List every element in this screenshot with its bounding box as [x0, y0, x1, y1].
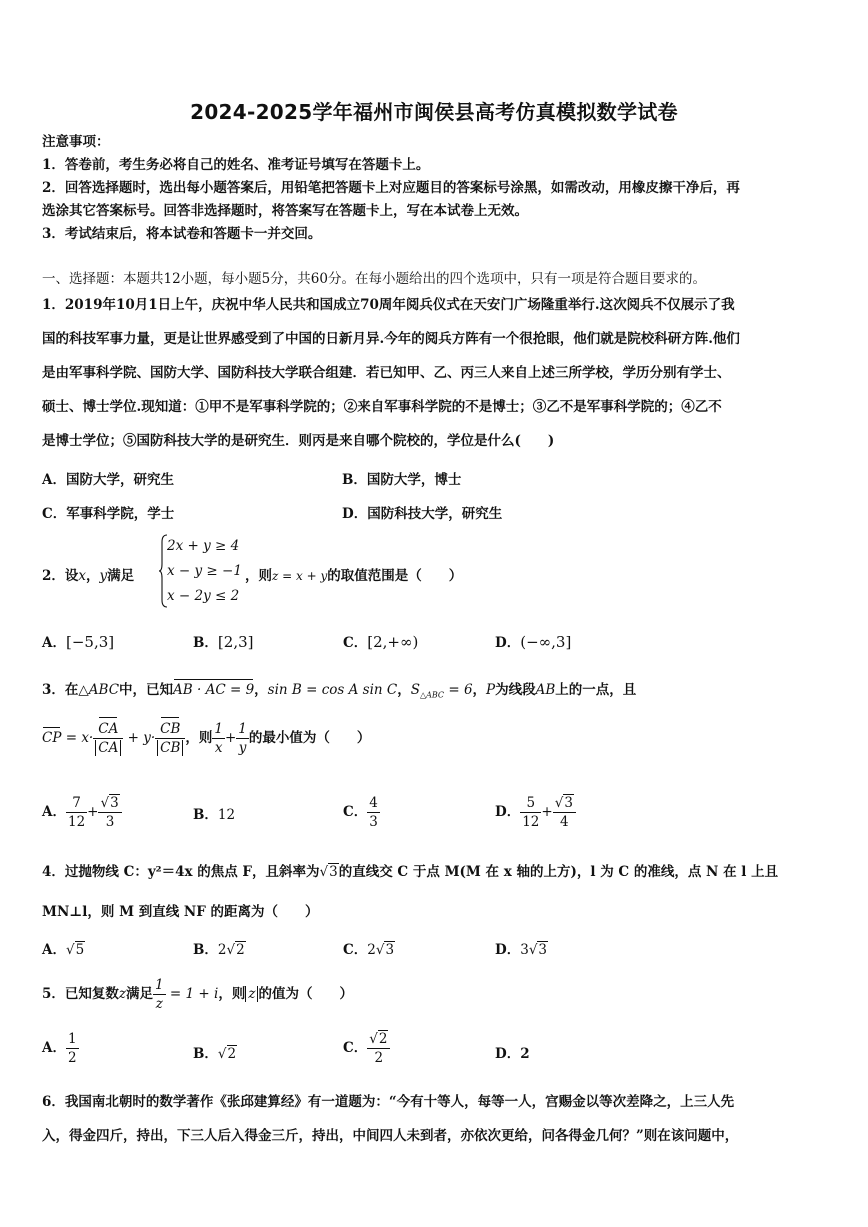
q5-d-value: 2 [520, 1046, 530, 1062]
notice-item-3: 3．考试结束后，将本试卷和答题卡一并交回。 [42, 226, 322, 242]
q3-segment-ab: AB [535, 682, 556, 698]
q3-a-frac2: $\frac{√3}{3}$ [98, 794, 121, 831]
q3-a-frac [66, 794, 87, 831]
q5-abs-z: z [245, 986, 258, 1002]
q3-line-2 [42, 720, 370, 757]
q3-vector-ca: CA [98, 721, 119, 737]
q1-line-1: 1．2019年10月1日上午，庆祝中华人民共和国成立70周年阅兵仪式在天安门广场隆重举行.这次阅兵不仅展示了我 [42, 297, 735, 313]
option-label: A． [42, 1040, 66, 1056]
q5-a-den: 2 [67, 1050, 77, 1066]
q3-c-den: 3 [369, 814, 378, 830]
q5-option-c [343, 1030, 390, 1067]
q3-unit-cb [155, 720, 185, 757]
q4-c-coef: 2 [367, 942, 376, 958]
q5-b-value: 2 [227, 1046, 237, 1062]
q3-option-b-value: 12 [217, 807, 236, 823]
q3-sine-relation: sin B = cos A sin C [267, 682, 398, 698]
option-label: B． [193, 942, 218, 958]
option-label: C． [343, 635, 368, 651]
q2-suffix: 的取值范围是（ ） [327, 568, 463, 584]
option-label: A． [42, 635, 66, 651]
q2-constraint-1: 2x + y ≥ 4 [167, 538, 240, 554]
q2-option-c-value: [2,+∞) [367, 633, 419, 651]
q4-option-c: C．2√3 [343, 942, 395, 958]
q2-option-b-value: [2,3] [217, 633, 254, 651]
q5-a-frac [66, 1030, 79, 1067]
q1-option-c: C．军事科学院，学士 [42, 506, 175, 522]
q5-text: 5．已知复数 [42, 986, 119, 1002]
q2-stem [42, 564, 134, 584]
q5-den: z [155, 996, 163, 1012]
q3-d-num: 5 [520, 794, 541, 813]
q3-line-1 [42, 678, 636, 700]
q2-then: ，则 [245, 568, 272, 584]
q3-text: + y· [123, 730, 156, 746]
q3-text: ，则 [185, 730, 213, 746]
q3-d-frac2: $\frac{√3}{4}$ [553, 794, 576, 831]
q2-constraint-3: x − 2y ≤ 2 [167, 588, 240, 604]
q3-a-den2: 3 [105, 814, 115, 830]
q2-satisfy: 满足 [107, 568, 135, 584]
q3-text: 3．在 [42, 682, 79, 698]
q5-var-z: z [118, 986, 127, 1002]
q3-unit-ca [93, 720, 123, 757]
q5-a-num: 1 [67, 1031, 77, 1047]
q3-frac-1y [236, 720, 249, 757]
q3-dot-product: AB · AC = 9 [173, 682, 255, 698]
q3-option-c [343, 794, 380, 831]
q5-text: 满足 [126, 986, 154, 1002]
q2-var-y: y [99, 568, 108, 584]
q1-line-5: 是博士学位；⑤国防科技大学的是研究生．则丙是来自哪个院校的，学位是什么( ) [42, 433, 555, 449]
option-label: B． [193, 635, 218, 651]
q1-option-a: A．国防大学，研究生 [42, 472, 174, 488]
q4-option-d: D．3√3 [495, 942, 548, 958]
q5-option-a [42, 1030, 79, 1067]
q3-area-sub: △ABC [419, 690, 445, 700]
exam-title: 2024-2025学年福州市闽侯县高考仿真模拟数学试卷 [190, 100, 678, 124]
q3-a-den: 12 [67, 814, 86, 830]
q4-c-value: 3 [385, 942, 395, 958]
option-label: C． [343, 942, 368, 958]
q4-line-2: MN⊥l，则 M 到直线 NF 的距离为（ ） [42, 904, 319, 920]
q3-norm-ca: CA [95, 740, 121, 756]
option-label: C． [343, 1040, 368, 1056]
q2-objective: z = x + y [272, 569, 328, 583]
q2-constraint-system [167, 534, 242, 609]
section-heading: 一、选择题：本题共12小题，每小题5分，共60分。在每小题给出的四个选项中，只有一项是符合题目要求的。 [42, 271, 706, 287]
q2-constraint-2: x − y ≥ −1 [167, 563, 242, 579]
q5-option-b: B．√2 [193, 1046, 237, 1062]
q3-d-den2: 4 [560, 814, 569, 830]
q5-c-den: 2 [374, 1050, 384, 1066]
q3-vector-cp: CP [42, 730, 62, 746]
q2-prefix: 2．设 [42, 568, 79, 584]
option-label: D． [495, 635, 521, 651]
q3-text: 上的一点，且 [555, 682, 637, 698]
q4-text: 4．过抛物线 C：y²＝4x 的焦点 F，且斜率为 [42, 864, 320, 880]
q3-text: 为线段 [495, 682, 536, 698]
q6-line-1: 6．我国南北朝时的数学著作《张邱建算经》有一道题为：“今有十等人，每等一人，宫赐金以等次差降之，上三人先 [42, 1094, 735, 1110]
q2-option-c [343, 631, 418, 651]
q4-text: 的直线交 C 于点 M(M 在 x 轴的上方)，l 为 C 的准线，点 N 在 l 上且 [338, 864, 779, 880]
q1-option-d: D．国防科技大学，研究生 [342, 506, 503, 522]
q3-plus: + [224, 730, 237, 746]
q4-b-value: 2 [236, 942, 245, 958]
notice-item-2-cont: 选涂其它答案标号。回答非选择题时，将答案写在答题卡上，写在本试卷上无效。 [42, 203, 528, 219]
q1-option-b: B．国防大学，博士 [342, 472, 462, 488]
q3-area [411, 682, 473, 698]
q4-d-coef: 3 [520, 942, 529, 958]
q4-b-coef: 2 [217, 942, 227, 958]
q2-comma: ， [86, 568, 100, 584]
q2-stem-tail [245, 564, 462, 584]
q5-num: 1 [155, 977, 164, 993]
q1-line-2: 国的科技军事力量，更是让世界感受到了中国的日新月异.今年的阅兵方阵有一个很抢眼，他们就是院校科研方阵.他们 [42, 331, 740, 347]
option-label: C． [343, 804, 368, 820]
notice-item-2: 2．回答选择题时，选出每小题答案后，用铅笔把答题卡上对应题目的答案标号涂黑，如需改动，用橡皮擦干净后，再 [42, 180, 740, 196]
q3-d-frac [520, 794, 541, 831]
q1-line-4: 硕士、博士学位.现知道：①甲不是军事科学院的；②来自军事科学院的不是博士；③乙不是军事科学院的；④乙不 [42, 399, 722, 415]
q3-text: 中，已知 [119, 682, 174, 698]
q3-d-sqrt: 3 [564, 795, 573, 811]
q3-c-frac [367, 794, 380, 831]
q3-a-plus: + [87, 804, 99, 820]
q2-option-d-value: (−∞,3] [520, 633, 572, 651]
q5-option-d [495, 1042, 530, 1062]
option-label: B． [193, 1046, 218, 1062]
q3-text: ， [254, 682, 268, 698]
q6-line-2: 入，得金四斤，持出，下三人后入得金三斤，持出，中间四人未到者，亦依次更给，问各得金几何？”则在该问题中， [42, 1128, 739, 1144]
q3-text: 的最小值为（ ） [248, 730, 371, 746]
q3-den: y [238, 740, 247, 756]
option-label: D． [495, 1046, 521, 1062]
q3-norm-cb: CB [157, 740, 183, 756]
q4-option-a: A．√5 [42, 942, 85, 958]
q3-area-symbol: S [410, 682, 420, 698]
q3-vector-cb: CB [160, 721, 181, 737]
q3-d-plus: + [541, 804, 553, 820]
q3-d-den: 12 [522, 814, 540, 830]
option-label: A． [42, 804, 66, 820]
q3-a-num: 7 [66, 794, 87, 813]
q3-text: = x· [61, 730, 94, 746]
q5-text: ，则 [218, 986, 246, 1002]
q3-option-b [193, 803, 235, 823]
q3-triangle: △ABC [78, 682, 120, 698]
q2-option-d [495, 631, 571, 651]
q3-text: ， [397, 682, 411, 698]
q1-line-3: 是由军事科学院、国防大学、国防科技大学联合组建．若已知甲、乙、丙三人来自上述三所学校，学历分别有学士、 [42, 365, 731, 381]
notice-item-1: 1．答卷前，考生务必将自己的姓名、准考证号填写在答题卡上。 [42, 157, 430, 173]
q3-den: x [214, 740, 223, 756]
notice-heading: 注意事项： [42, 134, 110, 150]
q3-area-value: = 6 [444, 682, 473, 698]
q3-num: 1 [238, 721, 247, 737]
q4-option-b: B．2√2 [193, 942, 245, 958]
q4-d-value: 3 [538, 942, 548, 958]
option-label: D． [495, 942, 521, 958]
q5-stem [42, 976, 353, 1013]
q2-option-a-value: [−5,3] [65, 633, 115, 651]
q3-num: 1 [214, 721, 223, 737]
q5-eq: = 1 + i [165, 986, 219, 1002]
q2-option-b [193, 631, 253, 651]
q4-a-value: 5 [75, 942, 85, 958]
q5-c-num: 2 [378, 1031, 388, 1047]
option-label: D． [495, 804, 521, 820]
q5-c-frac: $\frac{√2}{2}$ [367, 1030, 390, 1067]
q3-frac-1x [212, 720, 225, 757]
q2-option-a [42, 631, 114, 651]
q4-line-1: 4．过抛物线 C：y²＝4x 的焦点 F，且斜率为√3的直线交 C 于点 M(M 在 x 轴的上方)，l 为 C 的准线，点 N 在 l 上且 [42, 864, 779, 880]
q5-frac [153, 976, 166, 1013]
q2-var-x: x [78, 568, 87, 584]
q3-point-p: P [486, 682, 496, 698]
q3-option-a [42, 794, 122, 831]
option-label: A． [42, 942, 66, 958]
q3-text: ， [472, 682, 487, 698]
q4-slope: 3 [329, 864, 338, 880]
q3-option-d [495, 794, 576, 831]
q5-text: 的值为（ ） [258, 986, 353, 1002]
q3-c-num: 4 [369, 795, 378, 811]
q3-a-sqrt: 3 [110, 795, 119, 811]
option-label: B． [193, 807, 218, 823]
